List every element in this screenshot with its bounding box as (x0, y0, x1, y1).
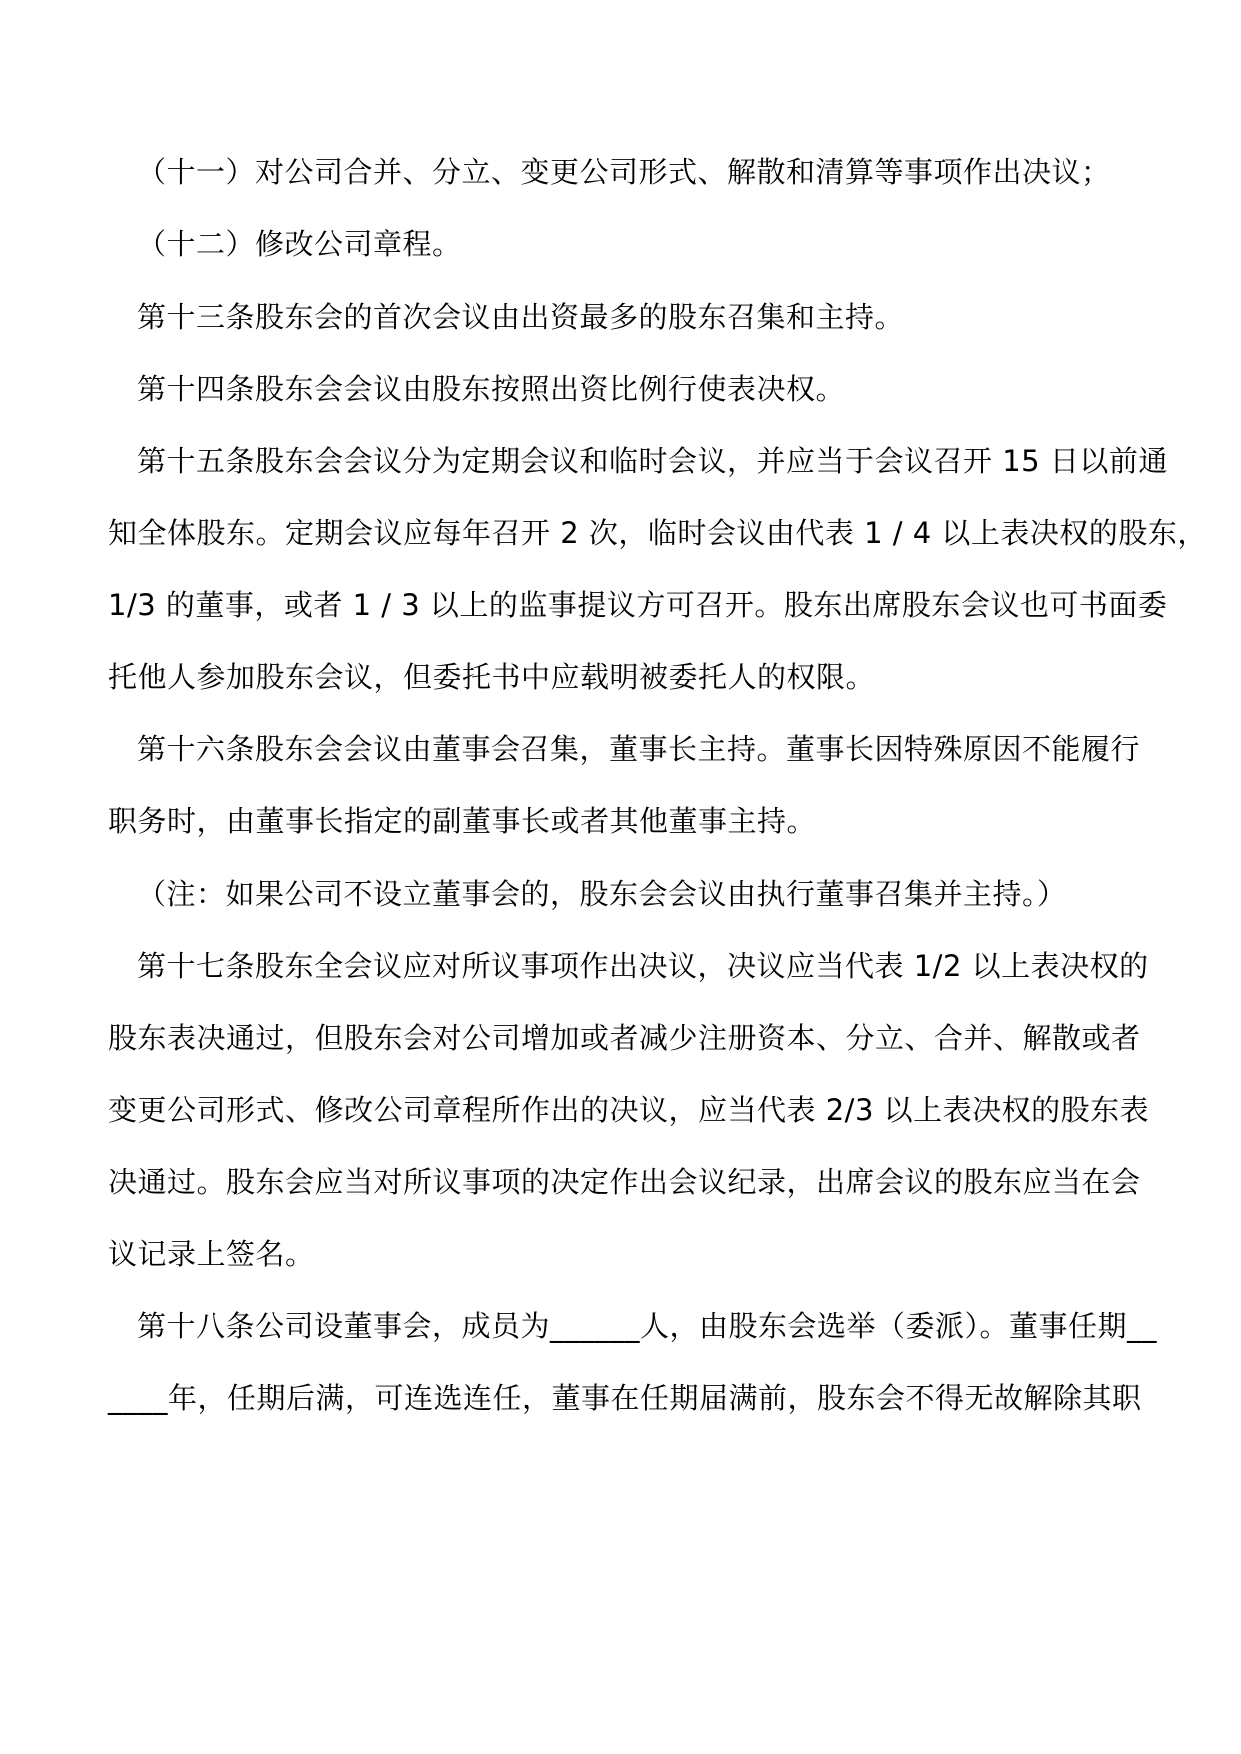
clause-12-line: （十二）修改公司章程。 (137, 227, 462, 261)
article-15-line-2: 知全体股东。定期会议应每年召开 2 次，临时会议由代表 1 / 4 以上表决权的股东， (108, 516, 1207, 550)
article-15-line-1: 第十五条股东会会议分为定期会议和临时会议，并应当于会议召开 15 日以前通 (137, 444, 1168, 478)
article-15-line-3: 1/3 的董事，或者 1 / 3 以上的监事提议方可召开。股东出席股东会议也可书面委 (108, 588, 1168, 622)
article-15-line-4: 托他人参加股东会议，但委托书中应载明被委托人的权限。 (108, 660, 876, 694)
article-18-line-2: ____年，任期后满，可连选连任，董事在任期届满前，股东会不得无故解除其职 (108, 1381, 1142, 1415)
article-17-line-3: 变更公司形式、修改公司章程所作出的决议，应当代表 2/3 以上表决权的股东表 (108, 1093, 1150, 1127)
article-17-line-2: 股东表决通过，但股东会对公司增加或者减少注册资本、分立、合并、解散或者 (108, 1021, 1141, 1055)
article-17-line-5: 议记录上签名。 (108, 1237, 315, 1271)
article-14-line: 第十四条股东会会议由股东按照出资比例行使表决权。 (137, 372, 846, 406)
article-13-line: 第十三条股东会的首次会议由出资最多的股东召集和主持。 (137, 300, 905, 334)
article-16-line-1: 第十六条股东会会议由董事会召集，董事长主持。董事长因特殊原因不能履行 (137, 732, 1141, 766)
article-17-line-4: 决通过。股东会应当对所议事项的决定作出会议纪录，出席会议的股东应当在会 (108, 1165, 1141, 1199)
clause-11-line: （十一）对公司合并、分立、变更公司形式、解散和清算等事项作出决议； (137, 155, 1111, 189)
article-16-line-2: 职务时，由董事长指定的副董事长或者其他董事主持。 (108, 804, 817, 838)
article-17-line-1: 第十七条股东全会议应对所议事项作出决议，决议应当代表 1/2 以上表决权的 (137, 949, 1149, 983)
article-18-line-1: 第十八条公司设董事会，成员为______人，由股东会选举（委派）。董事任期__ (137, 1309, 1158, 1343)
note-line: （注：如果公司不设立董事会的，股东会会议由执行董事召集并主持。） (137, 877, 1067, 911)
